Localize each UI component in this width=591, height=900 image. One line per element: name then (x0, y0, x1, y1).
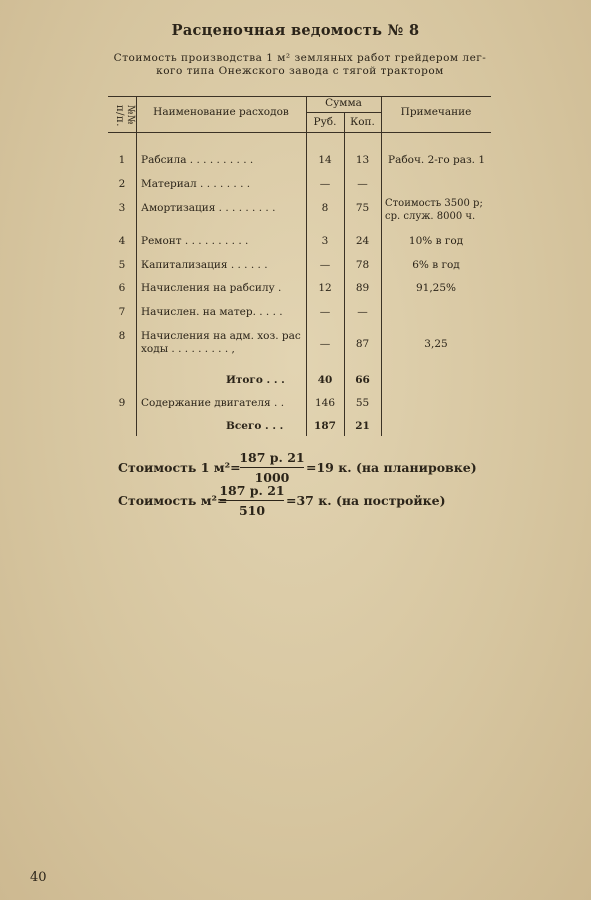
header-rub: Руб. (313, 116, 337, 128)
formula-prefix: Стоимость 1 м²= (118, 460, 241, 475)
header-name: Наименование расходов (153, 106, 289, 118)
header-bottom-border (108, 132, 491, 133)
subtitle-line-2: кого типа Онежского завода с тягой трактором (156, 65, 444, 77)
formula-denominator: 510 (238, 503, 266, 518)
row-num: 5 (118, 259, 126, 271)
total-rub: 187 (314, 420, 336, 432)
formula-result: =19 к. (на планировке) (306, 460, 477, 475)
total-kop: 21 (355, 420, 370, 432)
row-rub: 3 (321, 235, 329, 247)
table-top-border (108, 96, 491, 97)
formula-result: =37 к. (на постройке) (286, 493, 446, 508)
row-kop: 13 (355, 154, 370, 166)
row-num: 9 (118, 397, 126, 409)
row-kop: 55 (355, 397, 370, 409)
row-num: 2 (118, 178, 126, 190)
row-name: Рабсила . . . . . . . . . . (141, 154, 254, 166)
row-name: Ремонт . . . . . . . . . . (141, 235, 249, 247)
row-note: 3,25 (424, 338, 448, 350)
row-note: 6% в год (412, 259, 460, 271)
row-kop: 78 (355, 259, 370, 271)
row-kop: 24 (355, 235, 370, 247)
row-note: Рабоч. 2-го раз. 1 (388, 154, 486, 166)
row-kop: 75 (355, 202, 370, 214)
row-name: Материал . . . . . . . . (141, 178, 251, 190)
row-note: Стоимость 3500 р; ср. служ. 8000 ч. (385, 198, 483, 222)
row-name: Начислен. на матер. . . . . (141, 306, 283, 318)
row-num: 1 (118, 154, 126, 166)
formula-prefix: Стоимость м²= (118, 493, 228, 508)
header-num: №№ п/п. (114, 105, 136, 127)
header-note: Примечание (400, 106, 472, 118)
row-note: 91,25% (415, 282, 457, 294)
row-name: Содержание двигателя . . (141, 397, 285, 409)
page-title: Расценочная ведомость № 8 (171, 22, 420, 39)
header-kop: Коп. (350, 116, 375, 128)
subtotal-kop: 66 (355, 374, 370, 386)
row-name: Начисления на рабсилу . (141, 282, 282, 294)
row-name: Начисления на адм. хоз. рас ходы . . . . . . . . . , (141, 330, 301, 355)
subtotal-label: Итого . . . (226, 374, 285, 386)
header-sum: Сумма (325, 97, 362, 109)
fraction-line (220, 500, 284, 501)
total-label: Всего . . . (226, 420, 284, 432)
row-name: Капитализация . . . . . . (141, 259, 268, 271)
fraction-line (240, 467, 304, 468)
page-number: 40 (30, 870, 47, 885)
row-rub: — (319, 178, 331, 190)
row-num: 6 (118, 282, 126, 294)
subtotal-rub: 40 (317, 374, 333, 386)
row-kop: — (357, 306, 368, 318)
cost-table (108, 96, 491, 446)
row-rub: 8 (321, 202, 329, 214)
formula-denominator: 1000 (254, 470, 290, 485)
formula-numerator: 187 р. 21 (239, 450, 305, 465)
col-border-num (136, 96, 137, 436)
subtitle (105, 52, 495, 78)
row-num: 4 (118, 235, 126, 247)
row-kop: 89 (355, 282, 370, 294)
row-rub: 14 (318, 154, 332, 166)
row-rub: — (319, 306, 331, 318)
row-rub: — (319, 259, 331, 271)
row-rub: 12 (318, 282, 332, 294)
row-rub: 146 (314, 397, 336, 409)
row-num: 7 (118, 306, 126, 318)
row-rub: — (319, 338, 331, 350)
row-kop: 87 (355, 338, 370, 350)
row-name: Амортизация . . . . . . . . . (141, 202, 276, 214)
row-num: 3 (118, 202, 126, 214)
row-kop: — (357, 178, 368, 190)
row-num: 8 (118, 330, 126, 342)
subtitle-line-1: Стоимость производства 1 м² земляных работ грейдером лег- (113, 52, 487, 64)
formula-numerator: 187 р. 21 (219, 483, 285, 498)
row-note: 10% в год (408, 235, 464, 247)
